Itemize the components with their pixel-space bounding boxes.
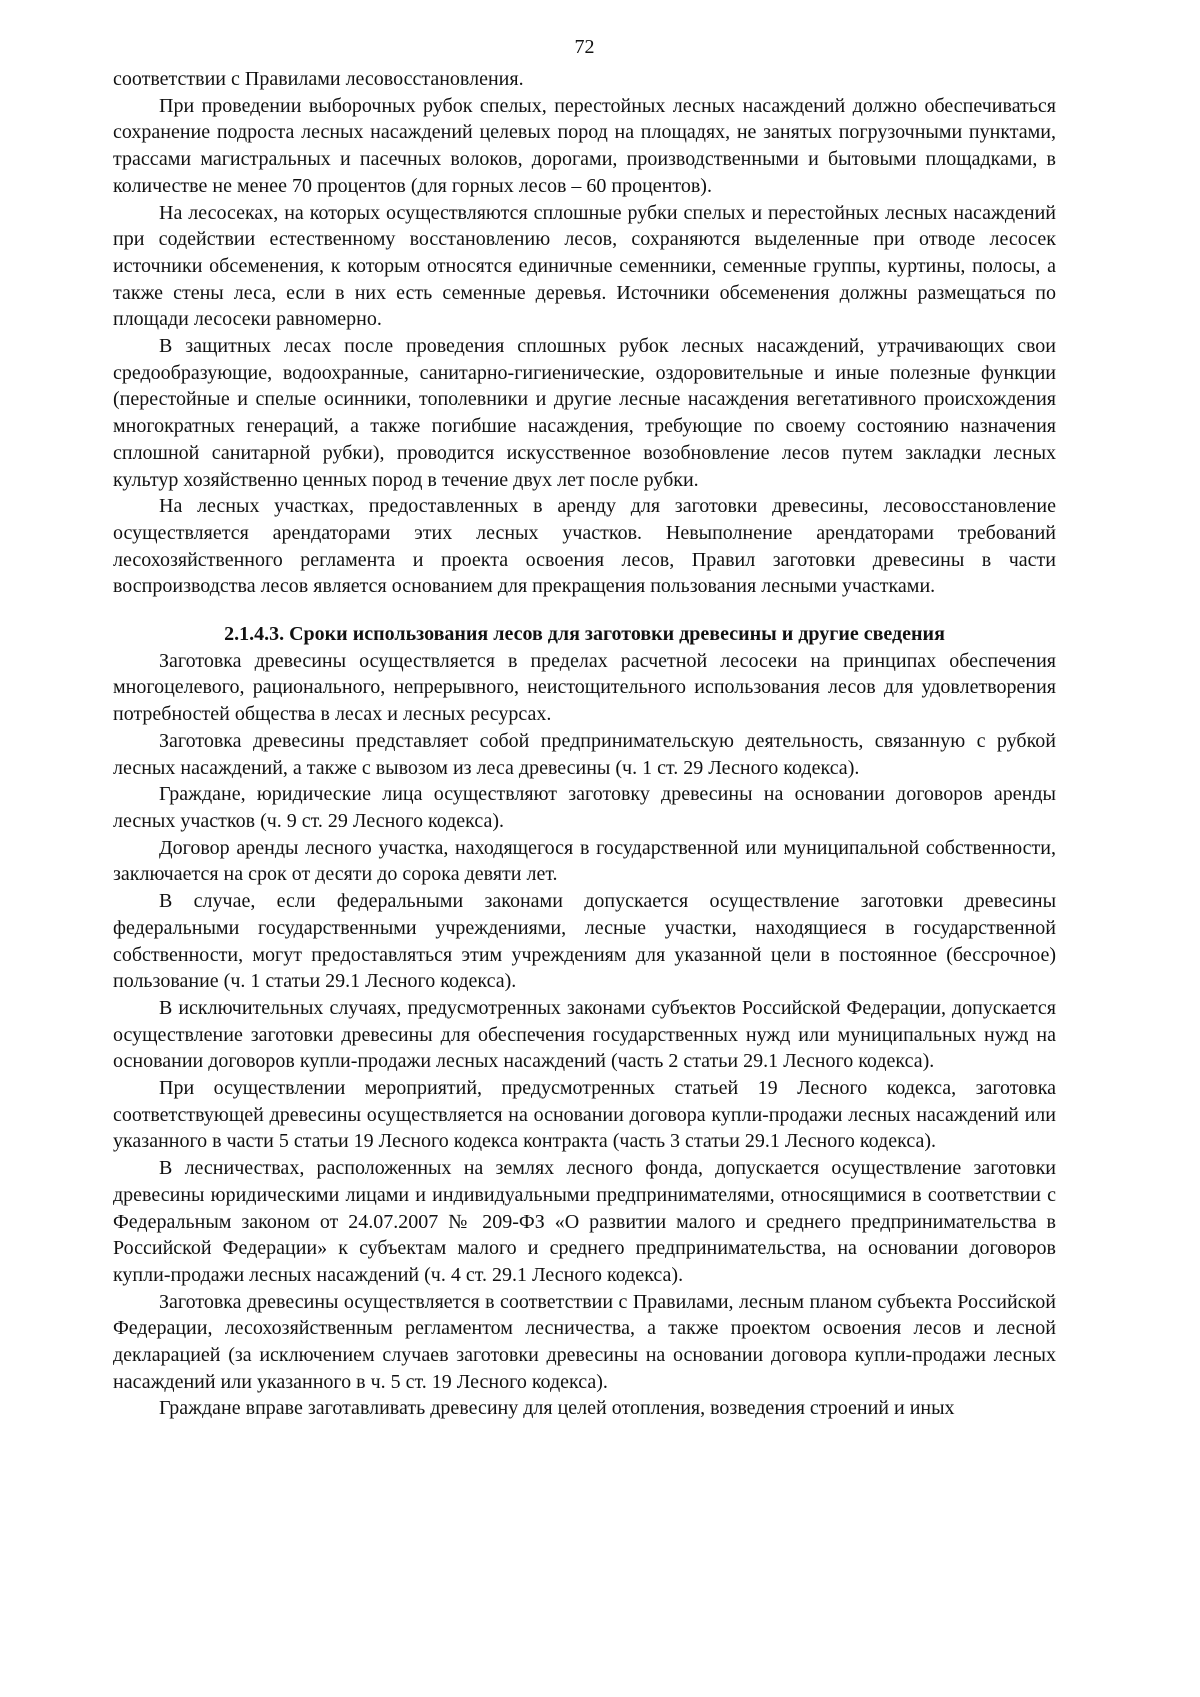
paragraph-continuation: соответствии с Правилами лесовосстановления. xyxy=(113,68,524,90)
paragraph: При осуществлении мероприятий, предусмотренных статьей 19 Лесного кодекса, заготовка соответствующей древесины осуществляется на основании договора купли-продажи лесных насаждений или указанного в части 5 статьи 19 Лесного кодекса контракта (часть 3 статьи 29.1 Лесного кодекса). xyxy=(113,1077,1056,1153)
paragraph: В лесничествах, расположенных на землях лесного фонда, допускается осуществление заготовки древесины юридическими лицами и индивидуальными предпринимателями, относящимися в соответствии с Федеральным законом от 24.07.2007 № 209-ФЗ «О развитии малого и среднего предпринимательства в Российской Федерации» к субъектам малого и среднего предпринимательства, на основании договоров купли-продажи лесных насаждений (ч. 4 ст. 29.1 Лесного кодекса). xyxy=(113,1157,1056,1286)
paragraph: Договор аренды лесного участка, находящегося в государственной или муниципальной собственности, заключается на срок от десяти до сорока девяти лет. xyxy=(113,836,1056,886)
paragraph: Граждане, юридические лица осуществляют заготовку древесины на основании договоров аренды лесных участков (ч. 9 ст. 29 Лесного кодекса). xyxy=(113,783,1056,832)
paragraph-truncated: Граждане вправе заготавливать древесину для целей отопления, возведения строений и иных xyxy=(159,1397,955,1420)
page-number: 72 xyxy=(574,36,595,58)
paragraph: Заготовка древесины осуществляется в соответствии с Правилами, лесным планом субъекта Российской Федерации, лесохозяйственным регламентом лесничества, а также проектом освоения лесов и лесной декларацией (за исключением случаев заготовки древесины на основании договора купли-продажи лесных насаждений или указанного в ч. 5 ст. 19 Лесного кодекса). xyxy=(113,1290,1056,1393)
paragraph: Заготовка древесины представляет собой предпринимательскую деятельность, связанную с рубкой лесных насаждений, а также с вывозом из леса древесины (ч. 1 ст. 29 Лесного кодекса). xyxy=(113,729,1056,779)
paragraph: В защитных лесах после проведения сплошных рубок лесных насаждений, утрачивающих свои средообразующие, водоохранные, санитарно-гигиенические, оздоровительные и иные полезные функции (перестойные и спелые осинники, тополевники и другие лесные насаждения вегетативного происхождения многократных генераций, а также погибшие насаждения, требующие по своему состоянию назначения сплошной санитарной рубки), проводится искусственное возобновление лесов путем закладки лесных культур хозяйственно ценных пород в течение двух лет после рубки. xyxy=(113,335,1056,491)
paragraph: На лесосеках, на которых осуществляются сплошные рубки спелых и перестойных лесных насаждений при содействии естественному восстановлению лесов, сохраняются выделенные при отводе лесосек источники обсеменения, к которым относятся единичные семенники, семенные группы, куртины, полосы, а также стены леса, если в них есть семенные деревья. Источники обсеменения должны размещаться по площади лесосеки равномерно. xyxy=(113,201,1056,331)
paragraph: В исключительных случаях, предусмотренных законами субъектов Российской Федерации, допускается осуществление заготовки древесины для обеспечения государственных нужд или муниципальных нужд на основании договоров купли-продажи лесных насаждений (часть 2 статьи 29.1 Лесного кодекса). xyxy=(113,996,1056,1073)
section-heading: 2.1.4.3. Сроки использования лесов для заготовки древесины и другие сведения xyxy=(224,623,945,646)
paragraph: При проведении выборочных рубок спелых, перестойных лесных насаждений должно обеспечиваться сохранение подроста лесных насаждений целевых пород на площадях, не занятых погрузочными пунктами, трассами магистральных и пасечных волоков, дорогами, производственными и бытовыми площадками, в количестве не менее 70 процентов (для горных лесов – 60 процентов). xyxy=(113,94,1056,197)
paragraph: В случае, если федеральными законами допускается осуществление заготовки древесины федеральными государственными учреждениями, лесные участки, находящиеся в государственной собственности, могут предоставляться этим учреждениям для указанной цели в постоянное (бессрочное) пользование (ч. 1 статьи 29.1 Лесного кодекса). xyxy=(113,890,1056,993)
document-page xyxy=(113,34,1056,1422)
paragraph: Заготовка древесины осуществляется в пределах расчетной лесосеки на принципах обеспечения многоцелевого, рационального, непрерывного, неистощительного использования лесов для удовлетворения потребностей общества в лесах и лесных ресурсах. xyxy=(113,649,1056,726)
paragraph: На лесных участках, предоставленных в аренду для заготовки древесины, лесовосстановление осуществляется арендаторами этих лесных участков. Невыполнение арендаторами требований лесохозяйственного регламента и проекта освоения лесов, Правил заготовки древесины в части воспроизводства лесов является основанием для прекращения пользования лесными участками. xyxy=(113,495,1056,598)
